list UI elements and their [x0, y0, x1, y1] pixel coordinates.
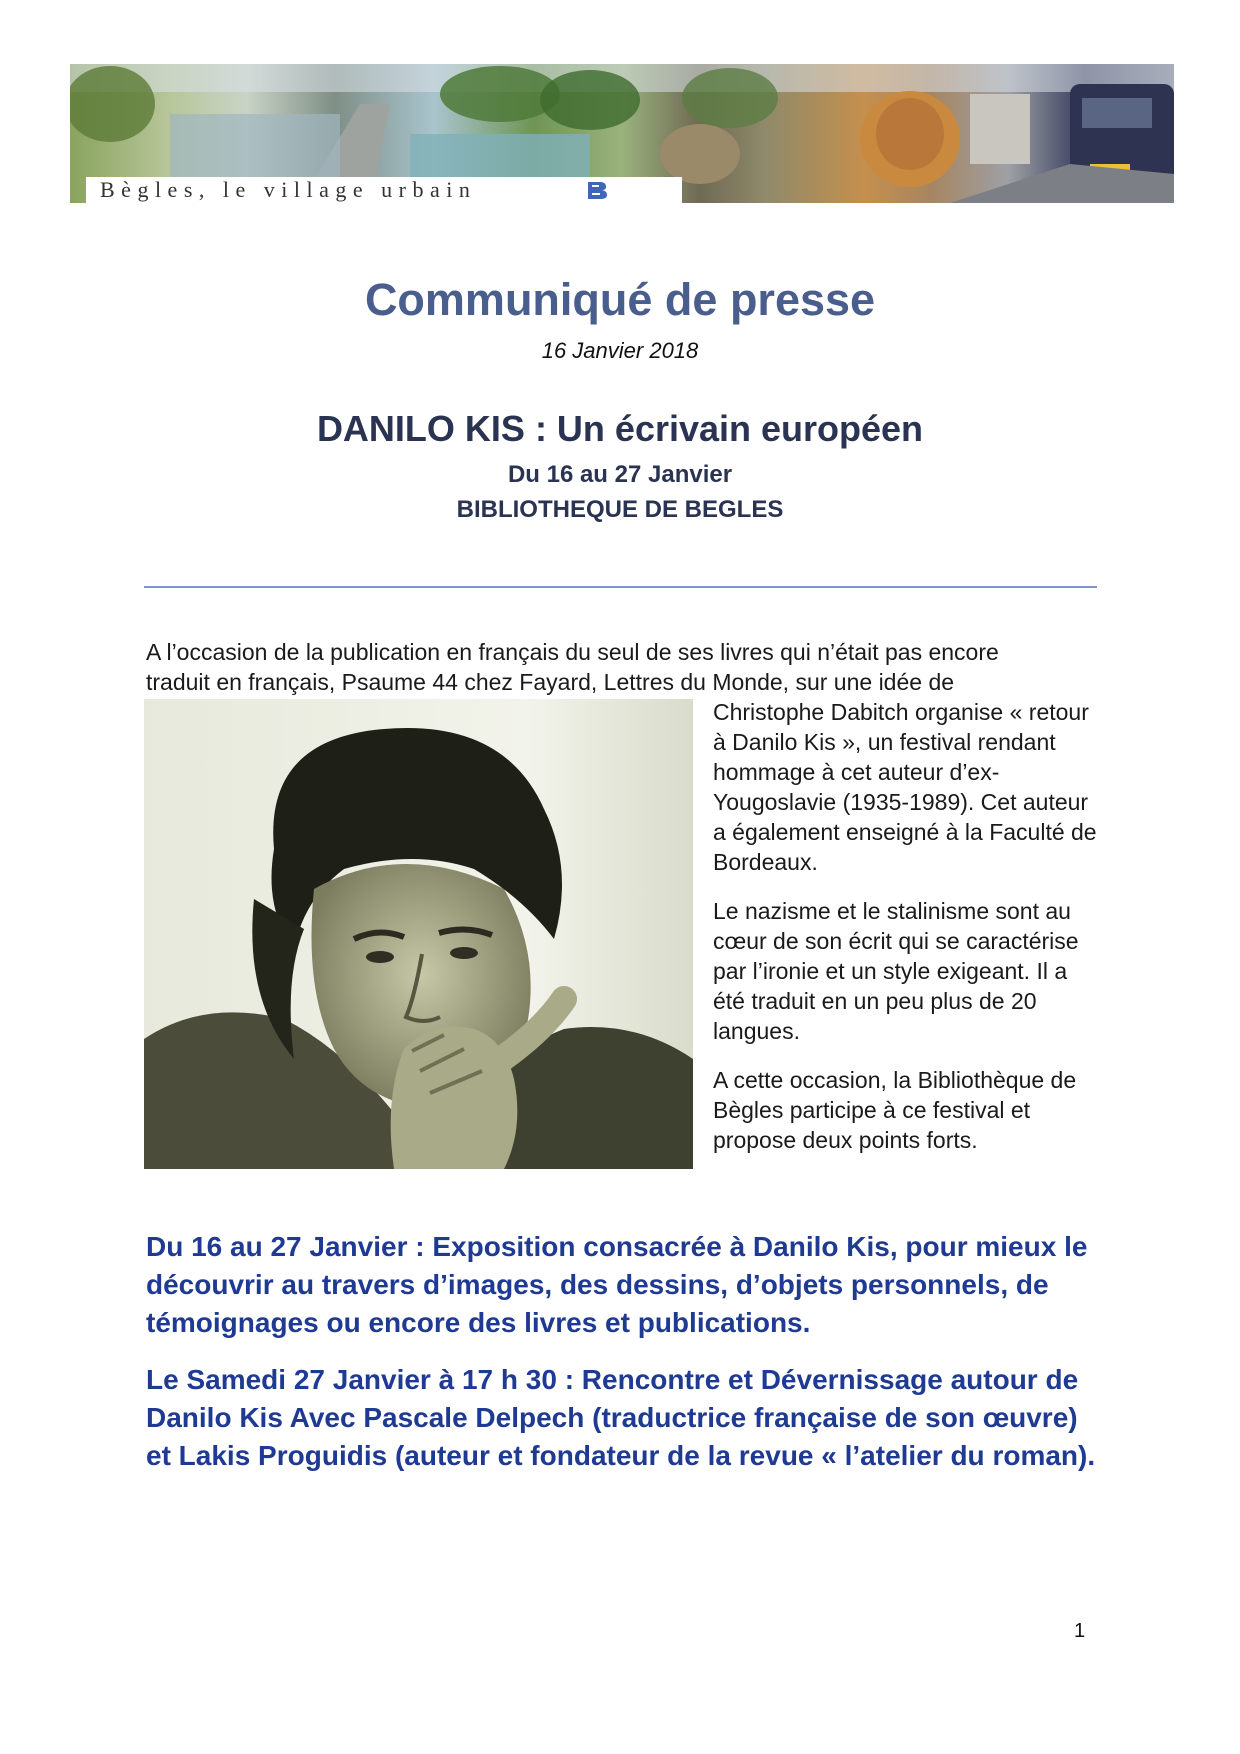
side-paragraph-2: Le nazisme et le stalinisme sont au cœur de son écrit qui se caractérise par l’ironie et un style exigeant. Il a été traduit en un peu plus de 20 langues. — [713, 898, 1079, 1044]
section-divider — [144, 586, 1097, 588]
side-paragraph-1: Christophe Dabitch organise « retour à Danilo Kis », un festival rendant hommage à cet auteur d’ex-Yougoslavie (1935-1989). Cet auteur a également enseigné à la Faculté de Bordeaux. — [713, 699, 1097, 875]
event-exhibition: Du 16 au 27 Janvier : Exposition consacrée à Danilo Kis, pour mieux le découvrir au travers d’images, des dessins, d’objets personnels, de témoignages ou encore des livres et publications. — [146, 1231, 1088, 1338]
event-venue: BIBLIOTHEQUE DE BEGLES — [456, 496, 784, 523]
header-banner — [70, 64, 1174, 203]
intro-line-1: A l’occasion de la publication en français du seul de ses livres qui n’était pas encore — [146, 639, 999, 665]
banner-caption-text: Bègles, le village urbain — [100, 177, 477, 202]
page-title: Communiqué de presse — [364, 274, 876, 325]
intro-line-2: traduit en français, Psaume 44 chez Fayard, Lettres du Monde, sur une idée de — [146, 669, 955, 695]
danilo-kis-portrait — [144, 699, 693, 1169]
banner-caption — [86, 177, 682, 203]
page-number: 1 — [1074, 1620, 1086, 1642]
side-paragraph-3: A cette occasion, la Bibliothèque de Bègles participe à ce festival et propose deux points forts. — [713, 1067, 1077, 1153]
release-date: 16 Janvier 2018 — [541, 338, 699, 363]
headline: DANILO KIS : Un écrivain européen — [316, 408, 924, 449]
event-meeting: Le Samedi 27 Janvier à 17 h 30 : Rencontre et Dévernissage autour de Danilo Kis Avec Pascale Delpech (traductrice française de son œuvre) et Lakis Proguidis (auteur et fondateur de la revue « l’atelier du roman). — [146, 1364, 1096, 1471]
event-dates: Du 16 au 27 Janvier — [507, 461, 733, 488]
